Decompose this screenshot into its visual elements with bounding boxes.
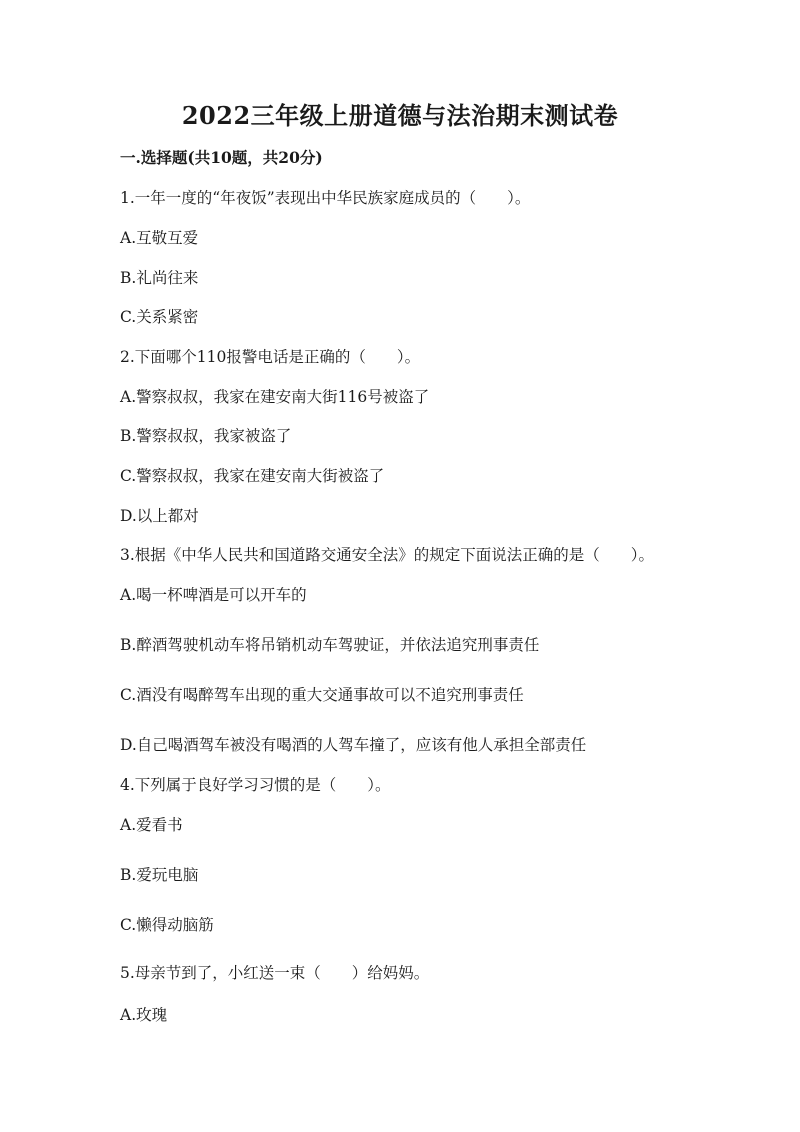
question-1-option-b: B.礼尚往来 (120, 269, 199, 287)
question-3-option-c: C.酒没有喝醉驾车出现的重大交通事故可以不追究刑事责任 (120, 686, 524, 704)
question-4-option-b: B.爱玩电脑 (120, 866, 199, 884)
question-3-stem: 3.根据《中华人民共和国道路交通安全法》的规定下面说法正确的是（ ）。 (120, 546, 655, 564)
question-4-option-c: C.懒得动脑筋 (120, 916, 214, 934)
question-2-option-c: C.警察叔叔，我家在建安南大街被盗了 (120, 467, 385, 485)
question-2-option-a: A.警察叔叔，我家在建安南大街116号被盗了 (120, 388, 430, 406)
exam-title: 2022三年级上册道德与法治期末测试卷 (181, 101, 619, 130)
question-2-option-d: D.以上都对 (120, 507, 199, 525)
question-1-option-a: A.互敬互爱 (120, 229, 199, 247)
question-1-option-c: C.关系紧密 (120, 308, 199, 326)
question-4-option-a: A.爱看书 (120, 816, 183, 834)
question-1-stem: 1.一年一度的“年夜饭”表现出中华民族家庭成员的（ ）。 (120, 189, 531, 207)
question-3-option-b: B.醉酒驾驶机动车将吊销机动车驾驶证，并依法追究刑事责任 (120, 636, 540, 654)
question-4-stem: 4.下列属于良好学习习惯的是（ ）。 (120, 776, 391, 794)
question-2-stem: 2.下面哪个110报警电话是正确的（ ）。 (120, 348, 421, 366)
question-5-stem: 5.母亲节到了，小红送一束（ ）给妈妈。 (120, 964, 430, 982)
question-2-option-b: B.警察叔叔，我家被盗了 (120, 427, 292, 445)
question-3-option-a: A.喝一杯啤酒是可以开车的 (120, 586, 307, 604)
question-3-option-d: D.自己喝酒驾车被没有喝酒的人驾车撞了，应该有他人承担全部责任 (120, 736, 587, 754)
section-heading: 一.选择题(共10题，共20分) (120, 148, 323, 167)
question-5-option-a: A.玫瑰 (120, 1006, 168, 1024)
